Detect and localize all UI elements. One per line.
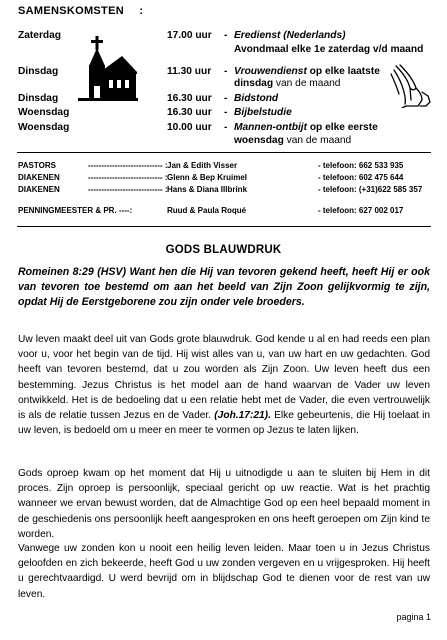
schedule-dash: -	[224, 107, 228, 118]
schedule-dash: -	[224, 93, 228, 104]
schedule-activity: Bidstond	[234, 93, 279, 104]
contact-role: DIAKENEN	[18, 173, 60, 182]
schedule-heading-colon: :	[139, 5, 144, 17]
contact-phone: - telefoon: (+31)622 585 357	[318, 185, 423, 194]
article-paragraph: Gods oproep kwam op het moment dat Hij u uitnodigde u aan te sluiten bij Hem in dit proces. Zijn oproep is persoonlijk, speciaal gericht op uw reactie. Wat is het prachtig wanneer we ervan bewust worden, dat de Almachtige God op een heel bepaald moment in de geschiedenis ons persoonlijk heeft aangesproken en ons heeft geroepen om Zijn kind te worden.	[18, 468, 430, 540]
contact-name: Ruud & Paula Roqué	[167, 206, 247, 215]
schedule-activity: Vrouwendienst	[234, 66, 307, 77]
schedule-dash: -	[224, 66, 228, 77]
schedule-day: Dinsdag	[18, 93, 59, 104]
article-paragraph	[18, 332, 430, 438]
contact-name: Glenn & Bep Kruimel	[167, 173, 248, 182]
schedule-activity-note: woensdag	[234, 135, 284, 146]
schedule-activity: Eredienst (Nederlands)	[234, 30, 346, 41]
contact-role: DIAKENEN	[18, 185, 60, 194]
divider	[17, 226, 431, 227]
contact-name: Hans & Diana Illbrink	[167, 185, 248, 194]
schedule-activity-note: dinsdag	[234, 78, 274, 89]
contact-phone: - telefoon: 627 002 017	[318, 206, 404, 215]
schedule-day: Woensdag	[18, 107, 70, 118]
contact-phone: - telefoon: 602 475 644	[318, 173, 404, 182]
page-number: pagina 1	[396, 612, 431, 622]
schedule-activity-line	[234, 135, 351, 147]
schedule-activity-note: Avondmaal elke 1e zaterdag v/d maand	[234, 44, 424, 55]
schedule-heading	[18, 5, 143, 17]
schedule-activity-note: op elke laatste	[306, 66, 380, 77]
church-icon	[78, 34, 138, 102]
schedule-activity-note: op elke eerste	[307, 122, 378, 133]
schedule-time: 16.30 uur	[167, 93, 212, 104]
divider	[17, 152, 431, 153]
schedule-day: Woensdag	[18, 122, 70, 133]
praying-hands-icon	[388, 62, 434, 108]
schedule-time: 10.00 uur	[167, 122, 212, 133]
schedule-dash: -	[224, 30, 228, 41]
contact-name: Jan & Edith Visser	[167, 161, 238, 170]
scripture-reference: (Joh.17:21).	[214, 410, 271, 422]
schedule-activity-note: van de maand	[273, 78, 341, 89]
paragraph-text: Elke gebeurtenis, die Hij toelaat in uw leven, is bedoeld om u meer en meer te vormen op Jezus te laten lijken.	[18, 410, 431, 437]
contact-dashes: ---------------------------- :	[88, 161, 168, 170]
schedule-activity-line	[234, 66, 380, 78]
schedule-time: 11.30 uur	[167, 66, 212, 77]
contact-phone: - telefoon: 662 533 935	[318, 161, 404, 170]
contact-dashes: ---------------------------- :	[88, 185, 168, 194]
schedule-day: Dinsdag	[18, 66, 59, 77]
schedule-time: 16.30 uur	[167, 107, 212, 118]
article-title: GODS BLAUWDRUK	[165, 244, 282, 256]
schedule-activity-note: van de maand	[283, 135, 352, 146]
bible-verse: Romeinen 8:29 (HSV) Want hen die Hij van tevoren gekend heeft, heeft Hij er ook van tevoren toe bestemd om aan het beeld van Zijn Zoon gelijkvormig te zijn, opdat Hij de Eerstgeborene zou zijn onder vele broeders.	[18, 266, 430, 308]
schedule-day: Zaterdag	[18, 30, 62, 41]
schedule-dash: -	[224, 122, 228, 133]
schedule-activity: Bijbelstudie	[234, 107, 292, 118]
schedule-activity-line	[234, 78, 340, 90]
paragraph-text: Uw leven maakt deel uit van Gods grote blauwdruk. God kende u al en had reeds een plan voor u, voor het begin van de tijd. Hij wist alles van u, van uw hart en uw gedachten. God heeft van tevoren bestemd, dat u zou worden als Zijn Zoon. Uw leven heeft dus een bestemming. Jezus Christus is het model aan de hand waarvan de Vader uw leven ontwikkeld. Het is de bedoeling dat u een relatie hebt met de Vader, die even vertrouwelijk is als de relatie tussen Jezus en de Vader.	[18, 334, 430, 422]
schedule-heading-text: SAMENSKOMSTEN	[18, 5, 124, 17]
schedule-activity-line	[234, 122, 378, 134]
contact-role: PENNINGMEESTER & PR. ----:	[18, 206, 133, 215]
schedule-time: 17.00 uur	[167, 30, 212, 41]
schedule-activity: Mannen-ontbijt	[234, 122, 307, 133]
contact-dashes: ---------------------------- :	[88, 173, 168, 182]
article-paragraph: Vanwege uw zonden kon u nooit een heilig leven leiden. Maar toen u in Jezus Christus geloofden en zich bekeerde, heeft God u uw zonden vergeven en u vrijgesproken. Hij heeft u gerechtvaardigd. U werd bevrijd om in blijdschap God te dienen voor de rest van uw leven.	[18, 543, 430, 600]
contact-role: PASTORS	[18, 161, 56, 170]
